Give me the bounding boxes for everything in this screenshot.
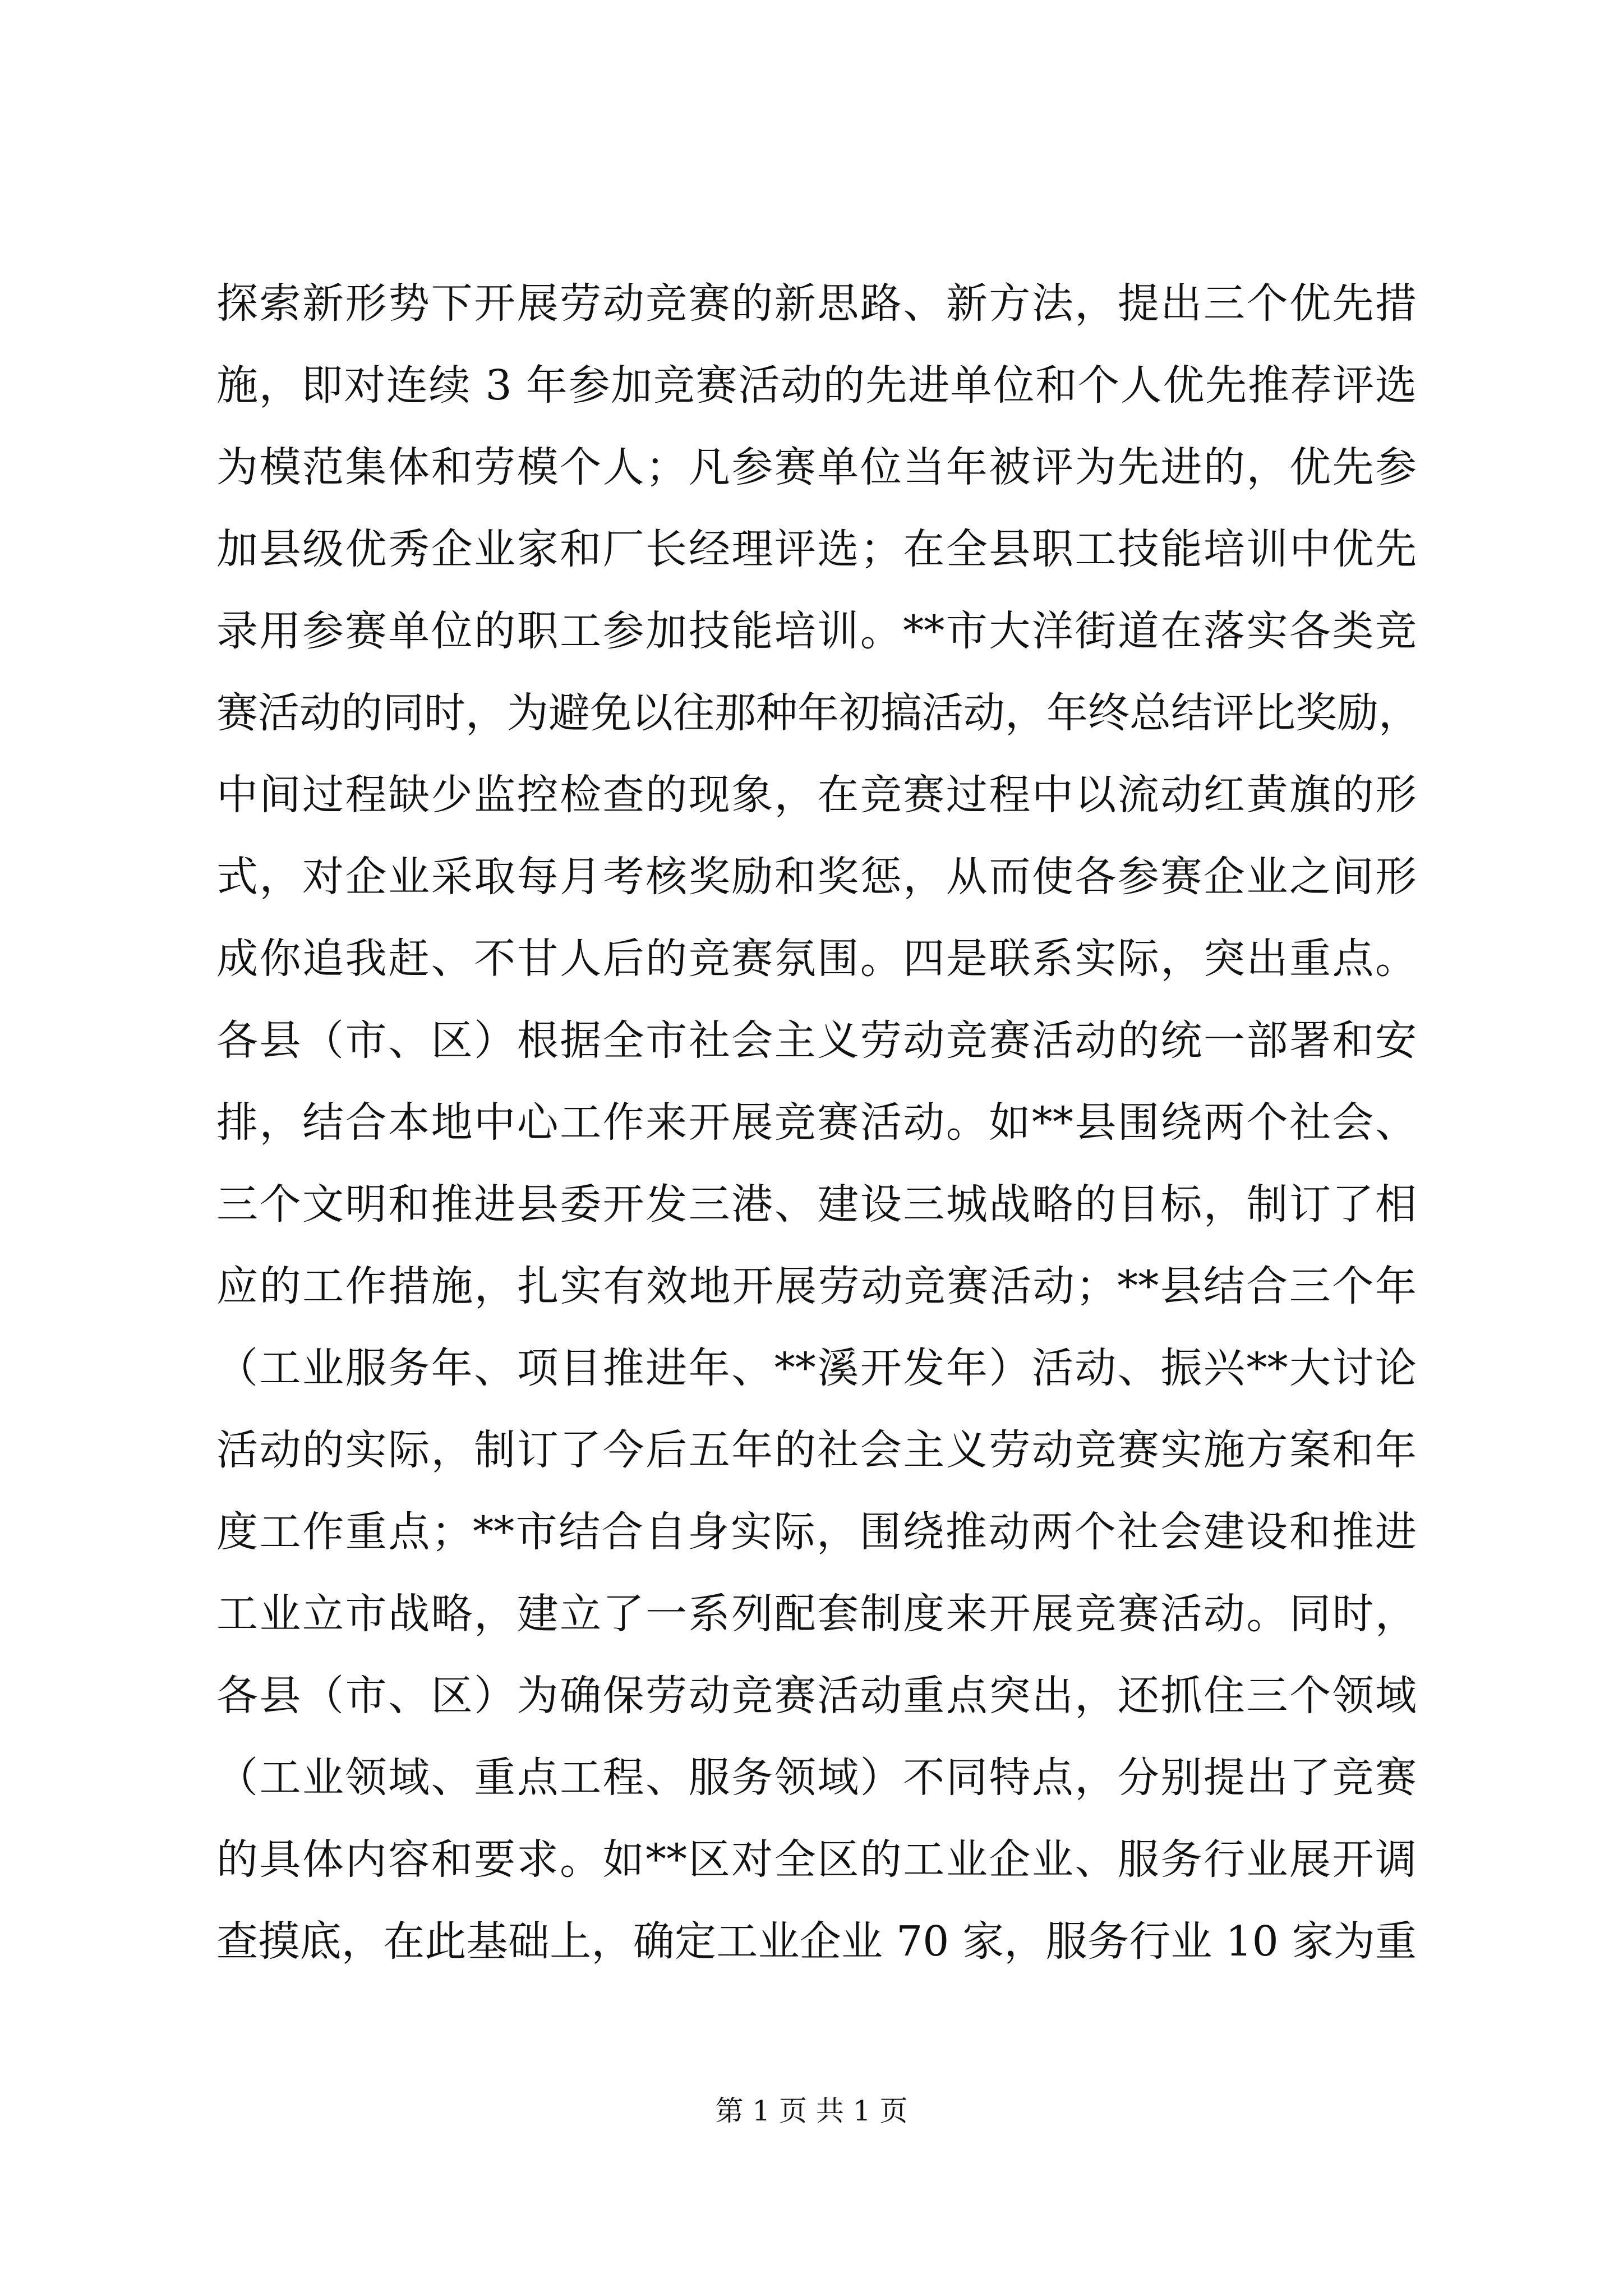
- text-line: 各县（市、区）根据全市社会主义劳动竞赛活动的统一部署和安: [216, 1016, 1417, 1065]
- text-line: 探索新形势下开展劳动竞赛的新思路、新方法，提出三个优先措: [216, 279, 1417, 328]
- text-line: 查摸底，在此基础上，确定工业企业 70 家，服务行业 10 家为重: [216, 1917, 1417, 1966]
- text-line: 式，对企业采取每月考核奖励和奖惩，从而使各参赛企业之间形: [216, 853, 1417, 901]
- text-line: 的具体内容和要求。如**区对全区的工业企业、服务行业展开调: [216, 1835, 1417, 1884]
- text-line: 中间过程缺少监控检查的现象，在竞赛过程中以流动红黄旗的形: [216, 771, 1417, 819]
- text-line: 排，结合本地中心工作来开展竞赛活动。如**县围绕两个社会、: [216, 1098, 1417, 1147]
- text-line: 度工作重点；**市结合自身实际，围绕推动两个社会建设和推进: [216, 1508, 1417, 1556]
- text-line: （工业服务年、项目推进年、**溪开发年）活动、振兴**大讨论: [216, 1344, 1417, 1392]
- text-line: 为模范集体和劳模个人；凡参赛单位当年被评为先进的，优先参: [216, 443, 1417, 491]
- text-line: 施，即对连续 3 年参加竞赛活动的先进单位和个人优先推荐评选: [216, 361, 1417, 409]
- text-line: 工业立市战略，建立了一系列配套制度来开展竞赛活动。同时，: [216, 1590, 1417, 1638]
- text-line: 应的工作措施，扎实有效地开展劳动竞赛活动；**县结合三个年: [216, 1262, 1417, 1310]
- body-text: [216, 263, 1420, 1982]
- text-line: 活动的实际，制订了今后五年的社会主义劳动竞赛实施方案和年: [216, 1426, 1417, 1474]
- text-line: 加县级优秀企业家和厂长经理评选；在全县职工技能培训中优先: [216, 525, 1417, 573]
- text-line: 各县（市、区）为确保劳动竞赛活动重点突出，还抓住三个领域: [216, 1672, 1417, 1720]
- text-line: 赛活动的同时，为避免以往那种年初搞活动，年终总结评比奖励，: [216, 689, 1420, 737]
- text-line: 三个文明和推进县委开发三港、建设三城战略的目标，制订了相: [216, 1180, 1417, 1228]
- page-footer: 第 1 页 共 1 页: [715, 2095, 908, 2127]
- text-line: 成你追我赶、不甘人后的竞赛氛围。四是联系实际，突出重点。: [216, 935, 1417, 983]
- text-line: 录用参赛单位的职工参加技能培训。**市大洋街道在落实各类竞: [216, 607, 1417, 655]
- text-line: （工业领域、重点工程、服务领域）不同特点，分别提出了竞赛: [216, 1754, 1417, 1802]
